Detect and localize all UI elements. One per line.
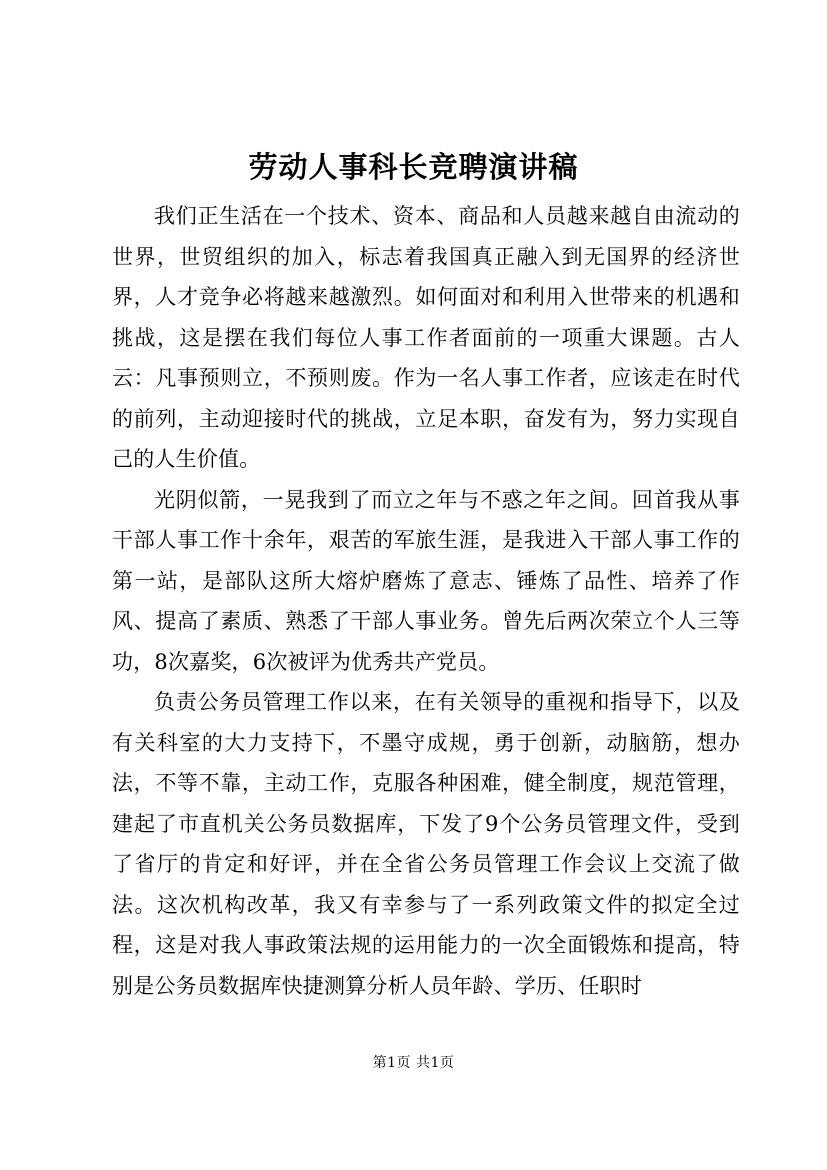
document-title: 劳动人事科长竞聘演讲稿 [248,150,579,184]
paragraph-1: 我们正生活在一个技术、资本、商品和人员越来越自由流动的世界，世贸组织的加入，标志着我国真正融入到无国界的经济世界，人才竞争必将越来越激烈。如何面对和利用入世带来的机遇和挑战，这是摆在我们每位人事工作者面前的一项重大课题。古人云：凡事预则立，不预则废。作为一名人事工作者，应该走在时代的前列，主动迎接时代的挑战，立足本职，奋发有为，努力实现自己的人生价值。 [112,204,740,471]
page-footer: 第1页 共1页 [372,1055,455,1071]
document-body [112,196,740,1006]
paragraph-2: 光阴似箭，一晃我到了而立之年与不惑之年之间。回首我从事干部人事工作十余年，艰苦的军旅生涯，是我进入干部人事工作的第一站，是部队这所大熔炉磨炼了意志、锤炼了品性、培养了作风、提高了素质、熟悉了干部人事业务。曾先后两次荣立个人三等功，8次嘉奖，6次被评为优秀共产党员。 [112,487,740,674]
paragraph-3: 负责公务员管理工作以来，在有关领导的重视和指导下，以及有关科室的大力支持下，不墨守成规，勇于创新，动脑筋，想办法，不等不靠，主动工作，克服各种困难，健全制度，规范管理，建起了市直机关公务员数据库，下发了9个公务员管理文件，受到了省厅的肯定和好评，并在全省公务员管理工作会议上交流了做法。这次机构改革，我又有幸参与了一系列政策文件的拟定全过程，这是对我人事政策法规的运用能力的一次全面锻炼和提高，特别是公务员数据库快捷测算分析人员年龄、学历、任职时 [112,690,740,998]
